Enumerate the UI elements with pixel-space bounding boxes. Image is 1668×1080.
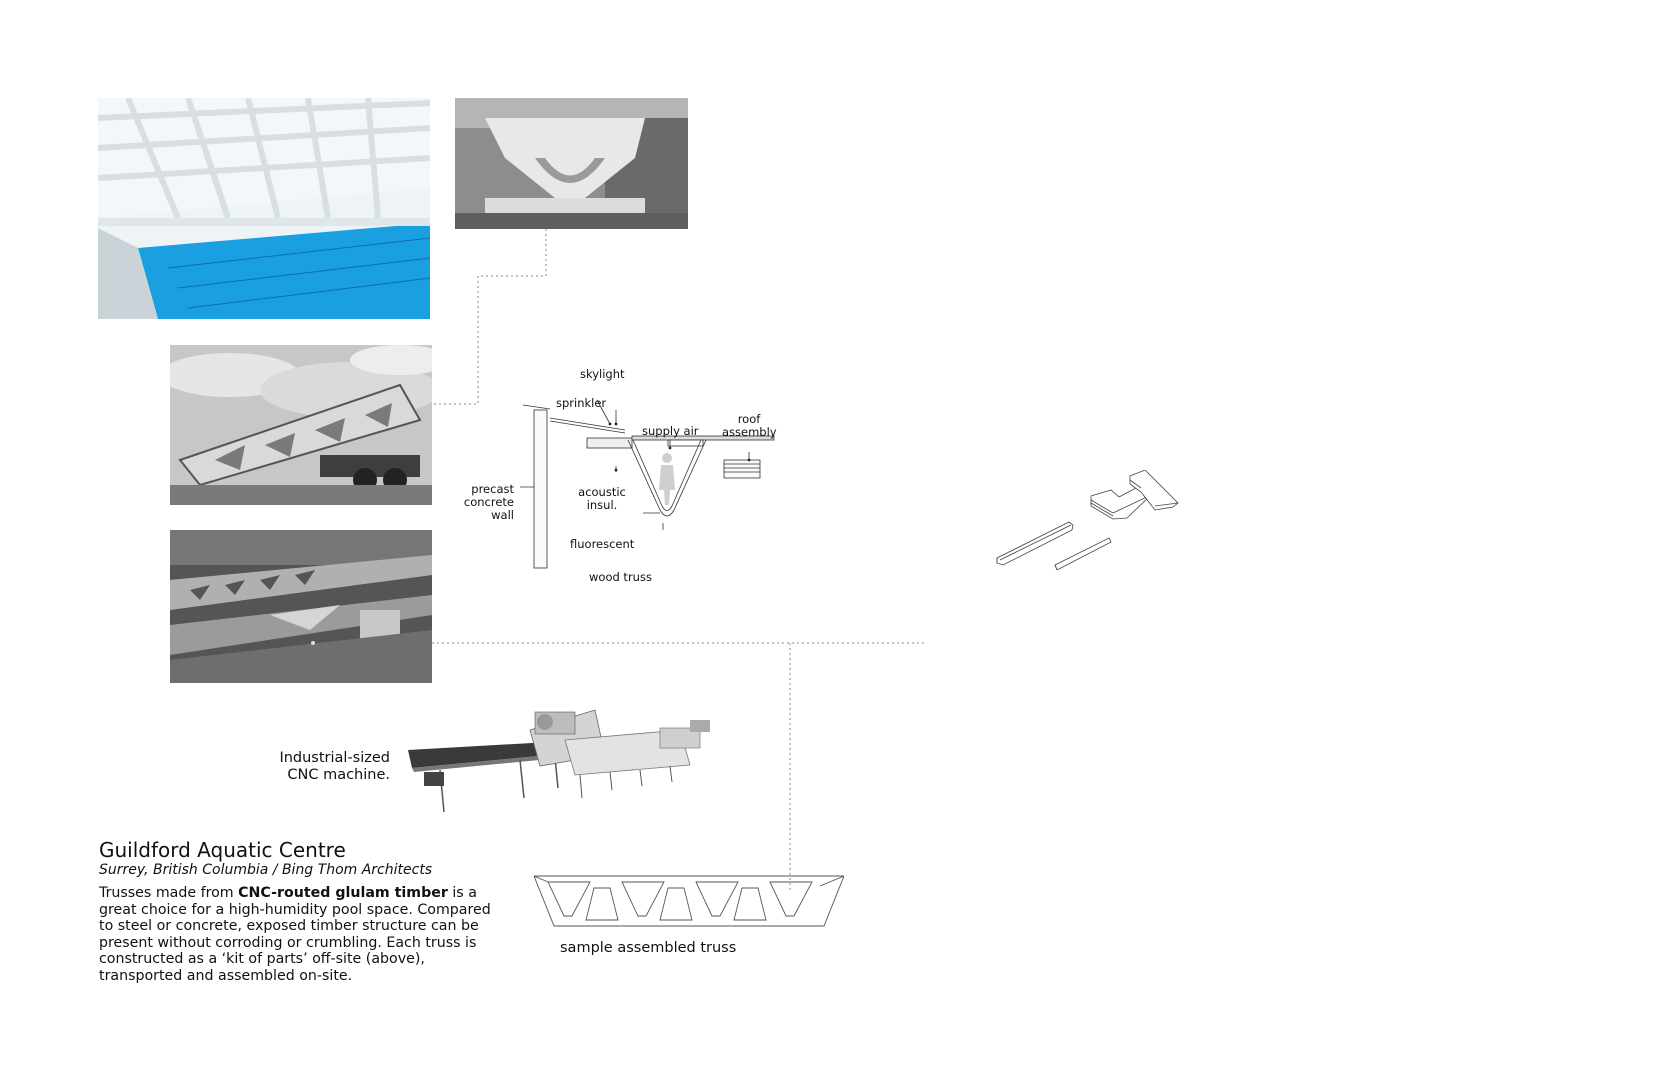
label-roof-assembly: roof assembly <box>722 412 777 439</box>
label-sprinkler: sprinkler <box>556 396 607 410</box>
project-title: Guildford Aquatic Centre <box>99 838 346 862</box>
body-text-end: is a great choice for a high-humidity pool space. Compared to steel or concrete, exposed timber structure can be present without corroding or crumbling. Each truss is constructed as a ‘kit of parts’ off-site (above), transported and assembled on-site. <box>99 885 491 984</box>
project-description <box>99 885 499 985</box>
truss-caption: sample assembled truss <box>560 940 737 956</box>
kit-of-parts-axonometric <box>995 470 1185 570</box>
body-text-bold: CNC-routed glulam timber <box>238 885 448 901</box>
label-wood-truss: wood truss <box>589 570 652 584</box>
label-skylight: skylight <box>580 367 625 381</box>
cnc-machine-image <box>400 700 740 820</box>
sample-truss-drawing <box>534 874 844 930</box>
cnc-caption: Industrial-sized CNC machine. <box>279 750 390 783</box>
label-acoustic-insul: acoustic insul. <box>578 485 626 512</box>
label-precast-concrete-wall: precast concrete wall <box>463 482 514 522</box>
project-subtitle: Surrey, British Columbia / Bing Thom Architects <box>99 862 433 878</box>
body-text-start: Trusses made from <box>99 885 239 901</box>
label-supply-air: supply air <box>642 424 699 438</box>
label-fluorescent: fluorescent <box>570 537 635 551</box>
